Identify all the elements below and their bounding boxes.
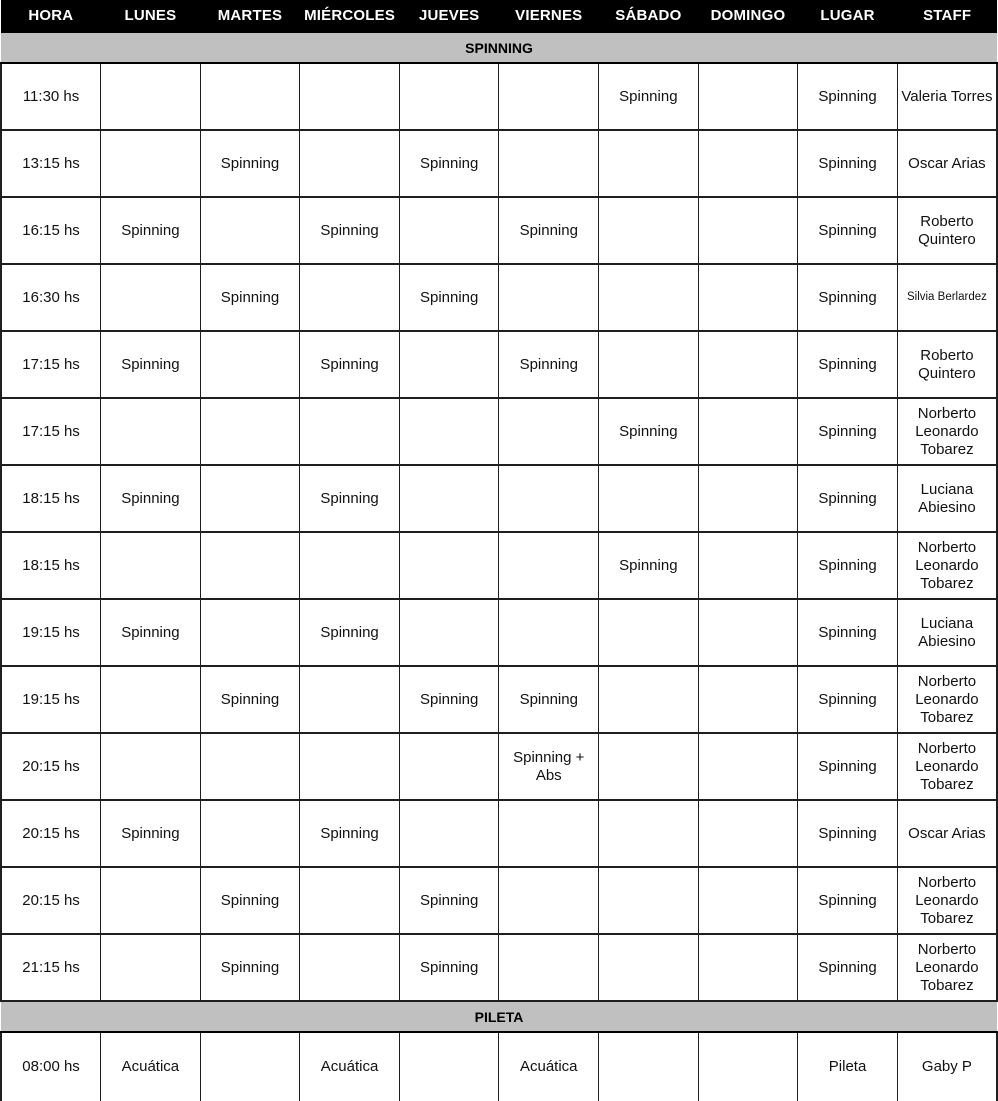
section-header-row-pileta: [1, 1001, 997, 1032]
schedule-cell-sabado: Spinning: [599, 532, 699, 599]
schedule-cell-sabado: [599, 130, 699, 197]
schedule-row: [1, 800, 997, 867]
schedule-cell-domingo: [698, 465, 798, 532]
schedule-cell-sabado: [599, 666, 699, 733]
lugar-cell: Spinning: [798, 264, 898, 331]
schedule-cell-martes: [200, 197, 300, 264]
lugar-cell: Spinning: [798, 733, 898, 800]
schedule-cell-jueves: Spinning: [399, 934, 499, 1001]
lugar-cell: Spinning: [798, 398, 898, 465]
column-header-lunes: LUNES: [101, 0, 201, 32]
staff-cell: Norberto Leonardo Tobarez: [897, 532, 997, 599]
schedule-cell-lunes: [101, 867, 201, 934]
schedule-cell-domingo: [698, 733, 798, 800]
schedule-row: [1, 733, 997, 800]
schedule-cell-lunes: [101, 63, 201, 130]
schedule-cell-viernes: [499, 398, 599, 465]
staff-cell: Norberto Leonardo Tobarez: [897, 934, 997, 1001]
staff-cell: Luciana Abiesino: [897, 465, 997, 532]
schedule-cell-sabado: Spinning: [599, 398, 699, 465]
time-cell: 20:15 hs: [1, 733, 101, 800]
lugar-cell: Spinning: [798, 800, 898, 867]
column-header-viernes: VIERNES: [499, 0, 599, 32]
time-cell: 19:15 hs: [1, 666, 101, 733]
schedule-cell-jueves: [399, 197, 499, 264]
schedule-cell-lunes: [101, 733, 201, 800]
schedule-cell-viernes: [499, 264, 599, 331]
staff-cell: Luciana Abiesino: [897, 599, 997, 666]
schedule-cell-jueves: Spinning: [399, 867, 499, 934]
schedule-cell-domingo: [698, 398, 798, 465]
schedule-cell-miercoles: Spinning: [300, 800, 400, 867]
schedule-cell-lunes: Spinning: [101, 599, 201, 666]
column-header-domingo: DOMINGO: [698, 0, 798, 32]
schedule-cell-lunes: Acuática: [101, 1032, 201, 1101]
schedule-cell-viernes: [499, 532, 599, 599]
schedule-cell-jueves: [399, 1032, 499, 1101]
staff-cell: Norberto Leonardo Tobarez: [897, 398, 997, 465]
schedule-cell-domingo: [698, 599, 798, 666]
schedule-cell-martes: [200, 733, 300, 800]
schedule-cell-martes: [200, 331, 300, 398]
schedule-cell-sabado: [599, 331, 699, 398]
staff-cell: Roberto Quintero: [897, 197, 997, 264]
lugar-cell: Spinning: [798, 666, 898, 733]
schedule-cell-lunes: Spinning: [101, 197, 201, 264]
schedule-row: [1, 532, 997, 599]
schedule-cell-sabado: [599, 197, 699, 264]
lugar-cell: Spinning: [798, 197, 898, 264]
schedule-cell-jueves: [399, 733, 499, 800]
schedule-row: [1, 465, 997, 532]
schedule-cell-miercoles: Spinning: [300, 197, 400, 264]
schedule-cell-domingo: [698, 63, 798, 130]
schedule-cell-sabado: [599, 733, 699, 800]
schedule-cell-miercoles: Spinning: [300, 331, 400, 398]
time-cell: 19:15 hs: [1, 599, 101, 666]
schedule-cell-domingo: [698, 666, 798, 733]
schedule-cell-viernes: [499, 599, 599, 666]
schedule-cell-sabado: Spinning: [599, 63, 699, 130]
schedule-cell-jueves: Spinning: [399, 130, 499, 197]
time-cell: 20:15 hs: [1, 867, 101, 934]
schedule-cell-viernes: Spinning: [499, 197, 599, 264]
schedule-cell-sabado: [599, 867, 699, 934]
time-cell: 21:15 hs: [1, 934, 101, 1001]
lugar-cell: Spinning: [798, 934, 898, 1001]
staff-cell: Gaby P: [897, 1032, 997, 1101]
schedule-cell-viernes: Spinning + Abs: [499, 733, 599, 800]
lugar-cell: Spinning: [798, 867, 898, 934]
lugar-cell: Spinning: [798, 465, 898, 532]
time-cell: 17:15 hs: [1, 398, 101, 465]
schedule-cell-martes: Spinning: [200, 666, 300, 733]
schedule-cell-viernes: [499, 800, 599, 867]
schedule-cell-martes: Spinning: [200, 130, 300, 197]
time-cell: 18:15 hs: [1, 465, 101, 532]
lugar-cell: Spinning: [798, 532, 898, 599]
schedule-cell-jueves: [399, 63, 499, 130]
time-cell: 08:00 hs: [1, 1032, 101, 1101]
schedule-cell-lunes: [101, 264, 201, 331]
schedule-cell-sabado: [599, 1032, 699, 1101]
time-cell: 16:30 hs: [1, 264, 101, 331]
section-header-row-spinning: [1, 32, 997, 63]
lugar-cell: Spinning: [798, 130, 898, 197]
schedule-row: [1, 1032, 997, 1101]
schedule-cell-sabado: [599, 465, 699, 532]
column-header-martes: MARTES: [200, 0, 300, 32]
schedule-cell-miercoles: Spinning: [300, 599, 400, 666]
schedule-cell-domingo: [698, 867, 798, 934]
schedule-cell-domingo: [698, 197, 798, 264]
schedule-cell-miercoles: [300, 733, 400, 800]
schedule-row: [1, 197, 997, 264]
schedule-cell-domingo: [698, 532, 798, 599]
time-cell: 20:15 hs: [1, 800, 101, 867]
schedule-cell-viernes: Spinning: [499, 666, 599, 733]
schedule-row: [1, 331, 997, 398]
staff-cell: Norberto Leonardo Tobarez: [897, 666, 997, 733]
staff-cell: Norberto Leonardo Tobarez: [897, 733, 997, 800]
schedule-cell-jueves: [399, 599, 499, 666]
schedule-cell-lunes: [101, 532, 201, 599]
schedule-cell-sabado: [599, 599, 699, 666]
schedule-cell-lunes: Spinning: [101, 800, 201, 867]
schedule-cell-jueves: [399, 398, 499, 465]
schedule-cell-miercoles: [300, 934, 400, 1001]
lugar-cell: Spinning: [798, 599, 898, 666]
schedule-row: [1, 599, 997, 666]
schedule-cell-martes: [200, 599, 300, 666]
staff-cell: Silvia Berlardez: [897, 264, 997, 331]
schedule-cell-domingo: [698, 331, 798, 398]
schedule-cell-miercoles: [300, 63, 400, 130]
schedule-cell-martes: Spinning: [200, 264, 300, 331]
section-title-spinning: SPINNING: [1, 32, 997, 63]
schedule-cell-lunes: [101, 130, 201, 197]
time-cell: 11:30 hs: [1, 63, 101, 130]
schedule-cell-sabado: [599, 264, 699, 331]
column-header-row: [1, 0, 997, 32]
schedule-cell-sabado: [599, 800, 699, 867]
schedule-cell-lunes: [101, 666, 201, 733]
schedule-cell-jueves: Spinning: [399, 666, 499, 733]
schedule-cell-domingo: [698, 800, 798, 867]
schedule-cell-miercoles: [300, 130, 400, 197]
schedule-cell-martes: [200, 1032, 300, 1101]
schedule-cell-miercoles: [300, 532, 400, 599]
lugar-cell: Pileta: [798, 1032, 898, 1101]
schedule-cell-martes: [200, 532, 300, 599]
schedule-cell-viernes: Acuática: [499, 1032, 599, 1101]
lugar-cell: Spinning: [798, 63, 898, 130]
schedule-row: [1, 934, 997, 1001]
staff-cell: Valeria Torres: [897, 63, 997, 130]
schedule-cell-domingo: [698, 934, 798, 1001]
schedule-cell-domingo: [698, 130, 798, 197]
time-cell: 13:15 hs: [1, 130, 101, 197]
column-header-jueves: JUEVES: [399, 0, 499, 32]
schedule-row: [1, 867, 997, 934]
schedule-cell-miercoles: [300, 867, 400, 934]
schedule-cell-viernes: [499, 934, 599, 1001]
time-cell: 16:15 hs: [1, 197, 101, 264]
staff-cell: Norberto Leonardo Tobarez: [897, 867, 997, 934]
schedule-row: [1, 264, 997, 331]
schedule-cell-viernes: Spinning: [499, 331, 599, 398]
schedule-cell-jueves: [399, 465, 499, 532]
schedule-cell-martes: [200, 465, 300, 532]
schedule-cell-viernes: [499, 867, 599, 934]
schedule-cell-martes: Spinning: [200, 867, 300, 934]
column-header-staff: STAFF: [897, 0, 997, 32]
schedule-cell-domingo: [698, 264, 798, 331]
schedule-cell-miercoles: [300, 666, 400, 733]
lugar-cell: Spinning: [798, 331, 898, 398]
schedule-cell-domingo: [698, 1032, 798, 1101]
schedule-cell-viernes: [499, 63, 599, 130]
staff-cell: Oscar Arias: [897, 800, 997, 867]
schedule-cell-miercoles: Spinning: [300, 465, 400, 532]
schedule-cell-viernes: [499, 130, 599, 197]
schedule-cell-lunes: Spinning: [101, 331, 201, 398]
staff-cell: Oscar Arias: [897, 130, 997, 197]
schedule-row: [1, 130, 997, 197]
schedule-row: [1, 666, 997, 733]
section-title-pileta: PILETA: [1, 1001, 997, 1032]
column-header-hora: HORA: [1, 0, 101, 32]
schedule-cell-martes: [200, 63, 300, 130]
schedule-cell-jueves: Spinning: [399, 264, 499, 331]
schedule-row: [1, 63, 997, 130]
schedule-cell-martes: Spinning: [200, 934, 300, 1001]
schedule-cell-miercoles: [300, 264, 400, 331]
schedule-cell-jueves: [399, 800, 499, 867]
schedule-cell-jueves: [399, 532, 499, 599]
schedule-cell-viernes: [499, 465, 599, 532]
column-header-miercoles: MIÉRCOLES: [300, 0, 400, 32]
time-cell: 17:15 hs: [1, 331, 101, 398]
schedule-cell-martes: [200, 800, 300, 867]
column-header-sabado: SÁBADO: [599, 0, 699, 32]
staff-cell: Roberto Quintero: [897, 331, 997, 398]
schedule-cell-lunes: Spinning: [101, 465, 201, 532]
column-header-lugar: LUGAR: [798, 0, 898, 32]
schedule-cell-martes: [200, 398, 300, 465]
schedule-body: [1, 32, 997, 1101]
schedule-row: [1, 398, 997, 465]
schedule-cell-lunes: [101, 934, 201, 1001]
schedule-cell-miercoles: Acuática: [300, 1032, 400, 1101]
time-cell: 18:15 hs: [1, 532, 101, 599]
schedule-cell-miercoles: [300, 398, 400, 465]
schedule-cell-jueves: [399, 331, 499, 398]
schedule-cell-sabado: [599, 934, 699, 1001]
schedule-cell-lunes: [101, 398, 201, 465]
